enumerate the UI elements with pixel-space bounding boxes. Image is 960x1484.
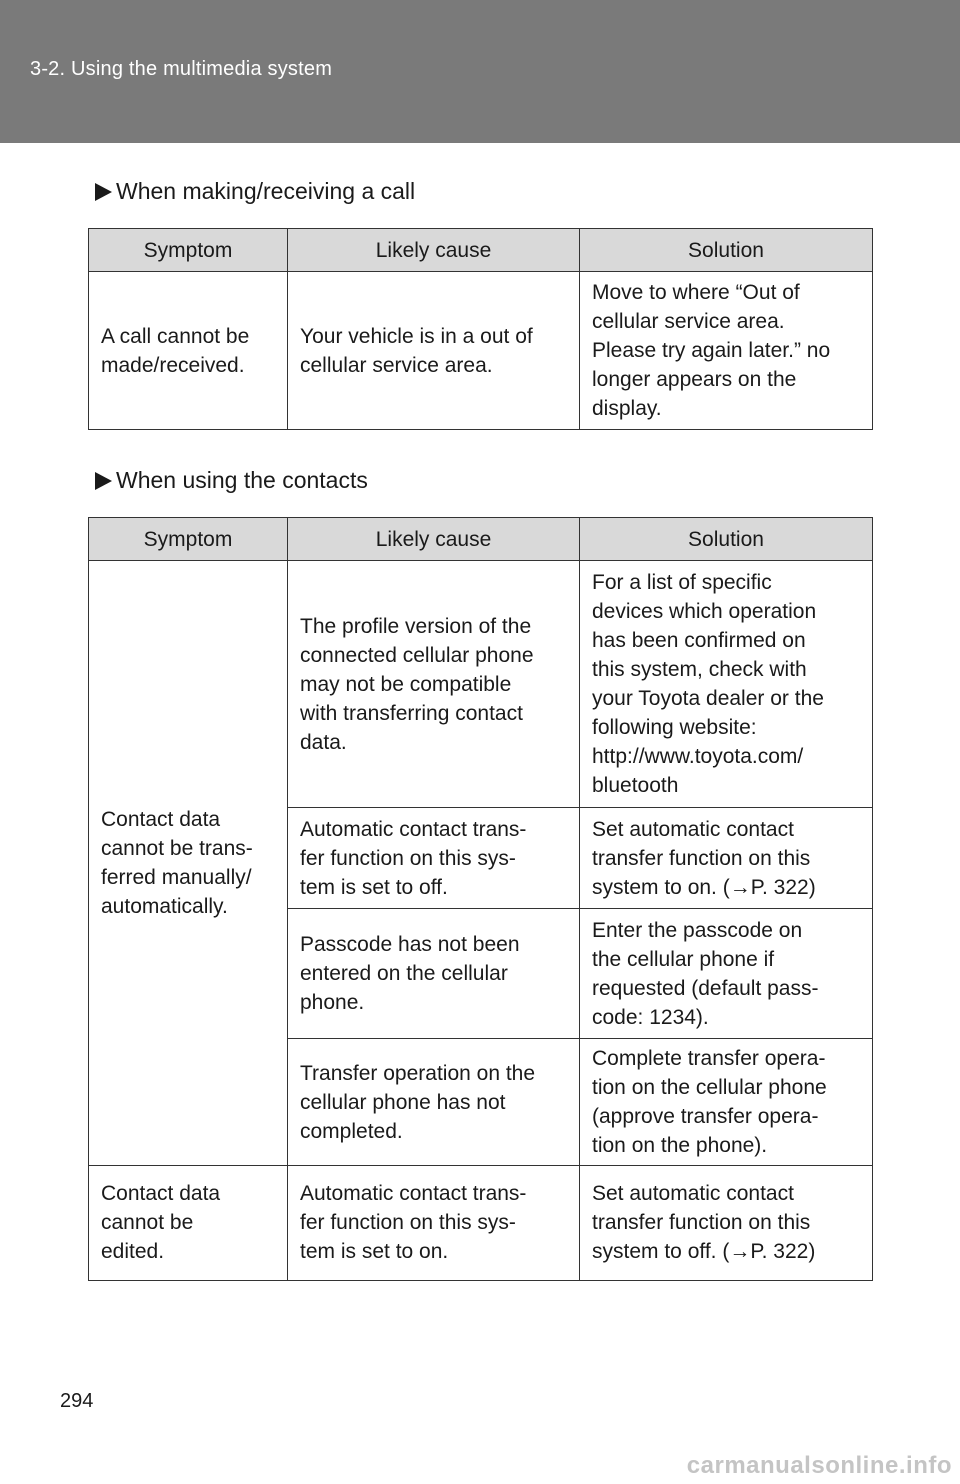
solution-cell — [580, 808, 873, 909]
symptom-cell — [89, 272, 288, 430]
header-band — [0, 0, 960, 143]
table-header-row — [89, 518, 873, 561]
solution-text: For a list of specific devices which operation has been confirmed on this system, check with your Toyota dealer or the following website: http://www.toyota.com/ bluetooth — [592, 571, 824, 797]
table-header-row — [89, 229, 873, 272]
symptom-text: A call cannot be made/received. — [101, 324, 250, 377]
watermark: carmanualsonline.info — [686, 1452, 952, 1479]
contacts-troubleshooting-table — [88, 517, 873, 1281]
section-heading-call — [95, 178, 415, 205]
symptom-cell — [89, 1166, 288, 1281]
solution-text: Set automatic contact transfer function on this system to off. (→P. 322) — [592, 1182, 816, 1263]
cause-text: The profile version of the connected cellular phone may not be compatible with transferring contact data. — [300, 614, 534, 754]
symptom-text: Contact data cannot be edited. — [101, 1182, 221, 1263]
cause-text: Your vehicle is in a out of cellular service area. — [300, 324, 533, 377]
solution-cell — [580, 909, 873, 1039]
column-header-likely-cause: Likely cause — [288, 229, 580, 272]
cause-text: Passcode has not been entered on the cellular phone. — [300, 933, 520, 1014]
triangle-bullet-icon — [95, 183, 112, 201]
section-heading-label: When making/receiving a call — [116, 178, 416, 204]
column-header-likely-cause: Likely cause — [288, 518, 580, 561]
table-row — [89, 561, 873, 808]
cause-cell — [288, 272, 580, 430]
solution-text: Set automatic contact transfer function on this system to on. (→P. 322) — [592, 817, 816, 899]
column-header-solution: Solution — [580, 518, 873, 561]
call-troubleshooting-table — [88, 228, 873, 430]
solution-cell — [580, 561, 873, 808]
triangle-bullet-icon — [95, 472, 112, 490]
cause-cell — [288, 1166, 580, 1281]
column-header-symptom: Symptom — [89, 518, 288, 561]
section-heading-contacts — [95, 467, 368, 494]
cause-text: Automatic contact trans- fer function on this sys- tem is set to off. — [300, 817, 527, 899]
solution-text: Complete transfer opera- tion on the cellular phone (approve transfer opera- tion on the phone). — [592, 1047, 827, 1157]
column-header-solution: Solution — [580, 229, 873, 272]
cause-text: Transfer operation on the cellular phone has not completed. — [300, 1061, 536, 1143]
section-title: 3-2. Using the multimedia system — [30, 58, 333, 80]
cause-cell — [288, 561, 580, 808]
solution-cell — [580, 1039, 873, 1166]
table-row — [89, 1166, 873, 1281]
cause-text: Automatic contact trans- fer function on this sys- tem is set to on. — [300, 1182, 527, 1263]
solution-text: Move to where “Out of cellular service area. Please try again later.” no longer appears on the display. — [592, 281, 831, 420]
cause-cell — [288, 808, 580, 909]
symptom-text: Contact data cannot be trans- ferred manually/ automatically. — [101, 808, 253, 918]
cause-cell — [288, 1039, 580, 1166]
page-number: 294 — [60, 1390, 94, 1412]
solution-cell — [580, 1166, 873, 1281]
section-heading-label: When using the contacts — [116, 467, 368, 493]
column-header-symptom: Symptom — [89, 229, 288, 272]
solution-cell — [580, 272, 873, 430]
solution-text: Enter the passcode on the cellular phone if requested (default pass- code: 1234). — [592, 918, 819, 1029]
table-row — [89, 272, 873, 430]
symptom-cell — [89, 561, 288, 1166]
cause-cell — [288, 909, 580, 1039]
